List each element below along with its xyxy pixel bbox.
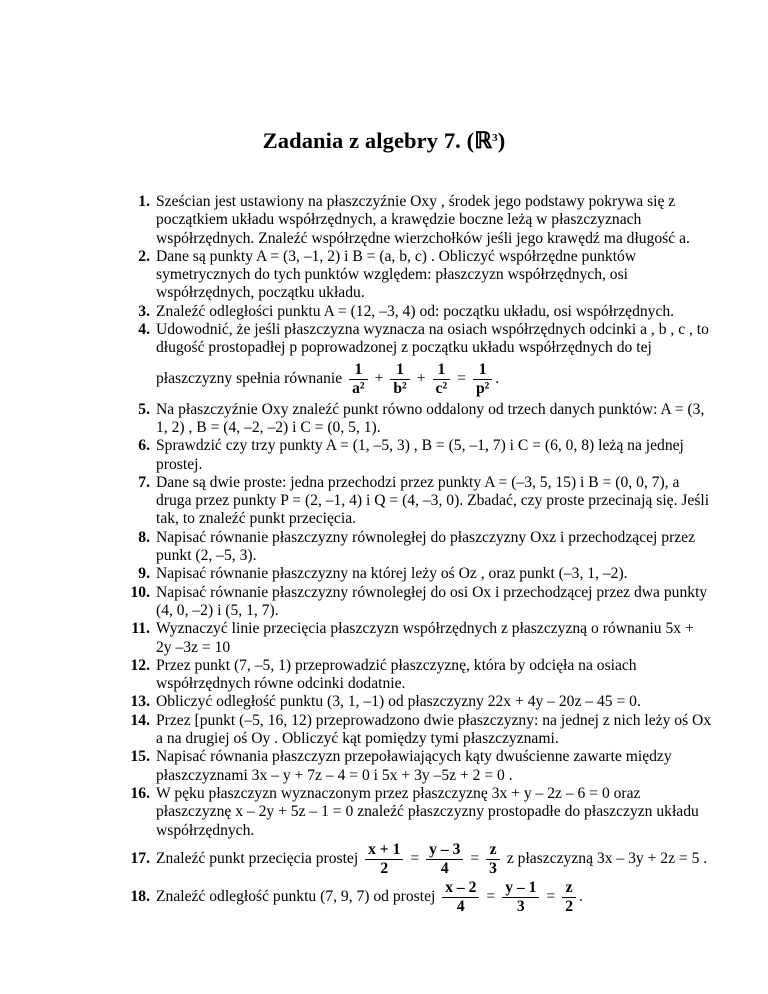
equals-sign: =: [486, 888, 496, 906]
period: .: [579, 887, 583, 905]
problem-number: 1.: [138, 193, 150, 210]
period: .: [495, 369, 500, 387]
problem-number: 13.: [130, 693, 150, 711]
problem-text: Sześcian jest ustawiony na płaszczyźnie Oxy , środek jego podstawy pokrywa się z początkiem układu współrzędnych, a krawędzie boczne leżą w płaszczyznach współrzędnych. Znaleźć współrzędne wierzchołków jeśli jego krawędź ma długość a.: [156, 193, 690, 247]
denominator: a²: [352, 379, 365, 397]
problem-number: 2.: [138, 247, 150, 265]
problem-text: Znaleźć odległości punktu A = (12, –3, 4) od: początku układu, osi współrzędnych.: [156, 302, 675, 320]
problem-11: [113, 620, 713, 657]
problem-text: Dane są punkty A = (3, –1, 2) i B = (a, b, c) . Obliczyć współrzędne punktów symetrycznych do tych punktów względem: płaszczyzn współrzędnych, osi współrzędnych, początku układu.: [156, 247, 637, 302]
problem-text: Znaleźć odległość punktu (7, 9, 7) od prostej: [156, 887, 436, 905]
problem-4-equation: [156, 359, 713, 400]
numerator: 1: [433, 361, 451, 380]
fraction: [426, 841, 463, 878]
problem-text: Napisać równanie płaszczyzny na której leży oś Oz , oraz punkt (–3, 1, –2).: [156, 565, 628, 583]
problem-13: [113, 693, 713, 711]
fraction: [473, 361, 492, 398]
problem-text: W pęku płaszczyzn wyznaczonym przez płaszczyznę 3x + y – 2z – 6 = 0 oraz płaszczyznę x – 2y + 5z – 1 = 0 znaleźć płaszczyzny prostopadłe do płaszczyzn układu współrzędnych.: [156, 784, 699, 839]
problem-text: Wyznaczyć linie przecięcia płaszczyzn współrzędnych z płaszczyzną o równaniu 5x + 2y –3z = 10: [156, 620, 694, 656]
plus-sign: +: [374, 370, 384, 388]
problem-text: Napisać równanie płaszczyzny równoległej do płaszczyzny Oxz i przechodzącej przez punkt (2, –5, 3).: [156, 528, 696, 565]
problem-text: Dane są dwie proste: jedna przechodzi przez punkty A = (–3, 5, 15) i B = (0, 0, 7), a druga przez punkty P = (2, –1, 4) i Q = (4, –3, 0). Zbadać, czy proste przecinają się. Jeśli tak, to znaleźć punkt przecięcia.: [156, 473, 710, 528]
problem-number: 14.: [130, 711, 150, 729]
problem-text: Przez punkt (7, –5, 1) przeprowadzić płaszczyznę, która by odcięła na osiach współrzędnych równe odcinki dodatnie.: [156, 656, 637, 693]
denominator: 4: [440, 859, 449, 877]
problem-text: Udowodnić, że jeśli płaszczyzna wyznacza na osiach współrzędnych odcinki a , b , c , to długość prostopadłej p poprowadzonej z początku układu współrzędnych do tej: [156, 321, 709, 357]
problem-number: 15.: [130, 748, 150, 766]
fraction: [433, 361, 451, 398]
problem-text: Sprawdzić czy trzy punkty A = (1, –5, 3) , B = (5, –1, 7) i C = (6, 0, 8) leżą na jednej prostej.: [156, 437, 684, 473]
problem-text: Obliczyć odległość punktu (3, 1, –1) od płaszczyzny 22x + 4y – 20z – 45 = 0.: [156, 693, 641, 711]
problem-4: [113, 321, 713, 400]
numerator: z: [486, 841, 500, 860]
problem-text: Napisać równania płaszczyzn przepoławiających kąty dwuścienne zawarte między płaszczyznami 3x – y + 7z – 4 = 0 i 5x + 3y –5z + 2 = 0 .: [156, 748, 672, 784]
title-close: ): [497, 128, 506, 153]
problem-number: 16.: [130, 784, 150, 802]
denominator: 2: [380, 859, 389, 877]
equals-sign: =: [546, 888, 556, 906]
numerator: z: [562, 879, 576, 898]
problem-1: [113, 193, 713, 248]
numerator: y – 1: [502, 879, 539, 898]
fraction: [442, 879, 479, 916]
problem-text: Znaleźć punkt przecięcia prostej: [156, 849, 359, 867]
equals-sign: =: [457, 370, 466, 388]
title-text: Zadania z algebry 7. (ℝ: [262, 128, 493, 153]
problem-number: 7.: [138, 473, 150, 491]
equals-sign: =: [410, 850, 420, 868]
fraction: [502, 879, 539, 916]
problem-text: Przez [punkt (–5, 16, 12) przeprowadzono dwie płaszczyzny: na jednej z nich leży oś Ox a na drugiej oś Oy . Obliczyć kąt pomiędzy tymi płaszczyznami.: [156, 711, 712, 748]
denominator: 3: [516, 897, 525, 915]
problem-8: [113, 529, 713, 566]
problem-16: [113, 785, 713, 840]
plus-sign: +: [416, 370, 426, 388]
fraction: [486, 841, 500, 878]
problem-7: [113, 474, 713, 529]
numerator: 1: [473, 361, 492, 380]
problem-number: 4.: [138, 321, 150, 339]
equation-lead: płaszczyzny spełnia równanie: [156, 369, 343, 387]
problem-5: [113, 401, 713, 438]
problem-text: Napisać równanie płaszczyzny równoległej do osi Ox i przechodzącej przez dwa punkty (4, 0, –2) i (5, 1, 7).: [156, 583, 708, 619]
numerator: x + 1: [365, 841, 403, 860]
problem-number: 9.: [138, 565, 150, 583]
numerator: 1: [349, 361, 367, 380]
problem-6: [113, 437, 713, 474]
problem-3: [113, 303, 713, 321]
denominator: p²: [475, 379, 490, 397]
problem-14: [113, 712, 713, 749]
denominator: b²: [393, 379, 407, 397]
problem-number: 5.: [138, 400, 150, 418]
fraction: [390, 361, 409, 398]
problem-number: 18.: [130, 887, 150, 905]
problem-12: [113, 657, 713, 694]
problem-15: [113, 748, 713, 785]
numerator: x – 2: [442, 879, 479, 898]
problem-number: 12.: [130, 656, 150, 674]
problem-9: [113, 565, 713, 583]
problem-number: 11.: [131, 620, 150, 638]
problem-number: 8.: [138, 528, 150, 546]
problem-list: [113, 193, 713, 917]
fraction: [562, 879, 576, 916]
denominator: 3: [489, 859, 497, 877]
fraction: [349, 361, 367, 398]
equals-sign: =: [470, 850, 480, 868]
title-superscript: 3: [492, 132, 498, 144]
problem-2: [113, 248, 713, 303]
numerator: 1: [390, 361, 409, 380]
fraction: [365, 841, 403, 878]
problem-text-tail: z płaszczyzną 3x – 3y + 2z = 5 .: [506, 849, 708, 867]
problem-number: 3.: [138, 302, 150, 320]
problem-number: 17.: [130, 849, 150, 867]
problem-number: 10.: [130, 583, 150, 601]
denominator: 2: [565, 897, 573, 915]
denominator: c²: [435, 379, 448, 397]
problem-18: [113, 879, 713, 916]
problem-10: [113, 584, 713, 621]
problem-17: [113, 841, 713, 878]
problem-number: 6.: [138, 437, 150, 455]
numerator: y – 3: [426, 841, 463, 860]
problem-text: Na płaszczyźnie Oxy znaleźć punkt równo oddalony od trzech danych punktów: A = (3, 1, 2) , B = (4, –2, –2) i C = (0, 5, 1).: [156, 400, 705, 436]
page-title: [0, 128, 768, 154]
denominator: 4: [456, 897, 465, 915]
